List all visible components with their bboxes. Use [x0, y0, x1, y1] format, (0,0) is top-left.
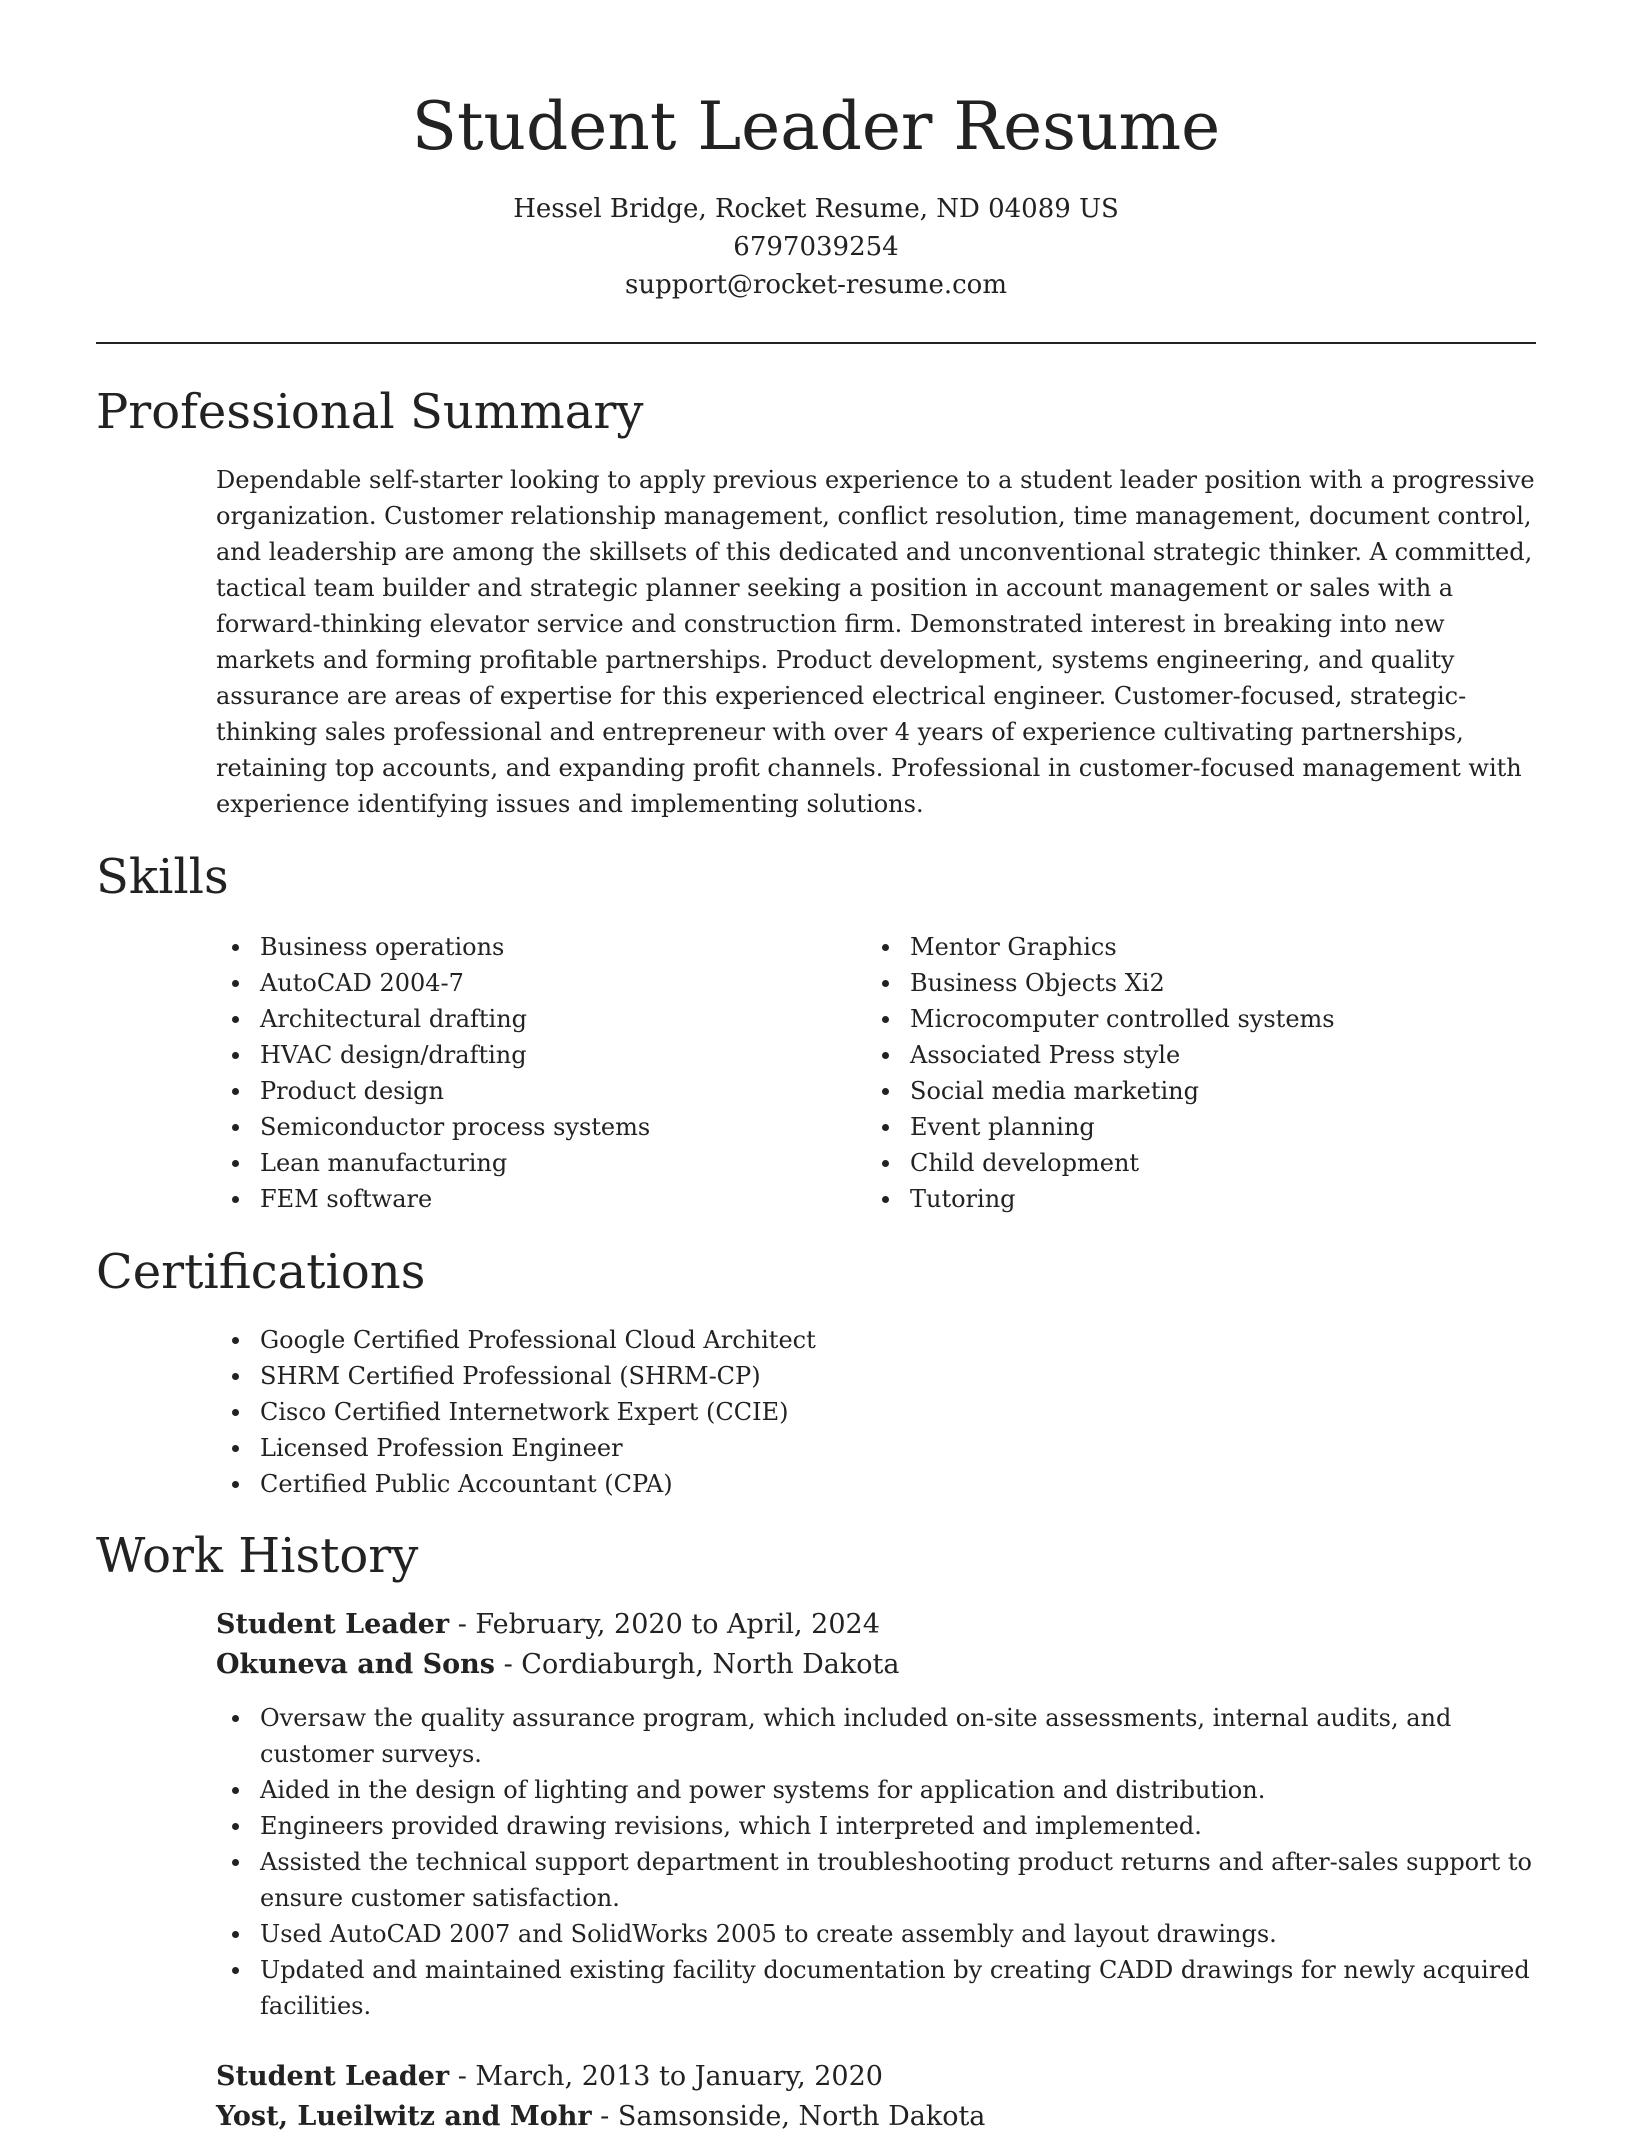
job-company: Okuneva and Sons — [216, 1649, 495, 1680]
skill-item: Semiconductor process systems — [216, 1109, 836, 1145]
skill-item: Lean manufacturing — [216, 1145, 836, 1181]
job-location: Cordiaburgh, North Dakota — [521, 1649, 900, 1680]
skill-item: Business Objects Xi2 — [866, 965, 1506, 1001]
certification-item: Licensed Profession Engineer — [216, 1430, 1536, 1466]
skill-item: Business operations — [216, 929, 836, 965]
job-bullet: Aided in the design of lighting and power systems for application and distribution. — [216, 1772, 1546, 1808]
job-title: Student Leader — [216, 1609, 450, 1640]
contact-block — [0, 190, 1632, 304]
skill-item: FEM software — [216, 1181, 836, 1217]
skill-item: Mentor Graphics — [866, 929, 1506, 965]
certification-item: SHRM Certified Professional (SHRM-CP) — [216, 1358, 1536, 1394]
job-1-title-line — [216, 1605, 880, 1645]
skills-heading: Skills — [96, 849, 229, 905]
separator: - — [495, 1649, 522, 1680]
skill-item: AutoCAD 2004-7 — [216, 965, 836, 1001]
header-divider — [96, 342, 1536, 344]
job-1-bullets — [216, 1700, 1546, 2024]
job-2-title-line — [216, 2057, 883, 2097]
skills-list-right — [866, 929, 1506, 1217]
skill-item: Social media marketing — [866, 1073, 1506, 1109]
job-location: Samsonside, North Dakota — [617, 2101, 986, 2132]
job-bullet: Updated and maintained existing facility documentation by creating CADD drawings for newly acquired facilities. — [216, 1952, 1546, 2024]
certification-item: Cisco Certified Internetwork Expert (CCIE) — [216, 1394, 1536, 1430]
certification-item: Google Certified Professional Cloud Architect — [216, 1322, 1536, 1358]
job-bullet: Used AutoCAD 2007 and SolidWorks 2005 to create assembly and layout drawings. — [216, 1916, 1546, 1952]
skill-item: Event planning — [866, 1109, 1506, 1145]
certifications-heading: Certifications — [96, 1244, 426, 1300]
summary-heading: Professional Summary — [96, 384, 644, 440]
job-1-company-line — [216, 1645, 899, 1685]
separator: - — [449, 1609, 476, 1640]
job-title: Student Leader — [216, 2061, 450, 2092]
contact-address: Hessel Bridge, Rocket Resume, ND 04089 US — [513, 194, 1119, 224]
certifications-list — [216, 1322, 1536, 1502]
summary-text: Dependable self-starter looking to apply previous experience to a student leader position with a progressive organization. Customer relationship management, conflict resolution, time management, document control, and leadership are among the skillsets of this dedicated and unconventional strategic thinker. A committed, tactical team builder and strategic planner seeking a position in account management or sales with a forward-thinking elevator service and construction firm. Demonstrated interest in breaking into new markets and forming profitable partnerships. Product development, systems engineering, and quality assurance are areas of expertise for this experienced electrical engineer. Customer-focused, strategic-thinking sales professional and entrepreneur with over 4 years of experience cultivating partnerships, retaining top accounts, and expanding profit channels. Professional in customer-focused management with experience identifying issues and implementing solutions. — [216, 466, 1535, 818]
job-company: Yost, Lueilwitz and Mohr — [216, 2101, 592, 2132]
separator: - — [449, 2061, 476, 2092]
skills-list-left — [216, 929, 836, 1217]
job-bullet: Engineers provided drawing revisions, which I interpreted and implemented. — [216, 1808, 1546, 1844]
skill-item: Tutoring — [866, 1181, 1506, 1217]
job-dates: March, 2013 to January, 2020 — [475, 2061, 883, 2092]
certification-item: Certified Public Accountant (CPA) — [216, 1466, 1536, 1502]
job-2-company-line — [216, 2097, 985, 2137]
job-bullet: Assisted the technical support department in troubleshooting product returns and after-sales support to ensure customer satisfaction. — [216, 1844, 1546, 1916]
skill-item: Associated Press style — [866, 1037, 1506, 1073]
skill-item: Product design — [216, 1073, 836, 1109]
skill-item: HVAC design/drafting — [216, 1037, 836, 1073]
contact-email: support@rocket-resume.com — [624, 270, 1007, 300]
skill-item: Child development — [866, 1145, 1506, 1181]
job-bullet: Oversaw the quality assurance program, which included on-site assessments, internal audits, and customer surveys. — [216, 1700, 1546, 1772]
job-dates: February, 2020 to April, 2024 — [475, 1609, 880, 1640]
resume-title: Student Leader Resume — [411, 88, 1221, 165]
skill-item: Microcomputer controlled systems — [866, 1001, 1506, 1037]
skill-item: Architectural drafting — [216, 1001, 836, 1037]
work-history-heading: Work History — [96, 1528, 419, 1584]
separator: - — [591, 2101, 618, 2132]
contact-phone: 6797039254 — [733, 232, 899, 262]
